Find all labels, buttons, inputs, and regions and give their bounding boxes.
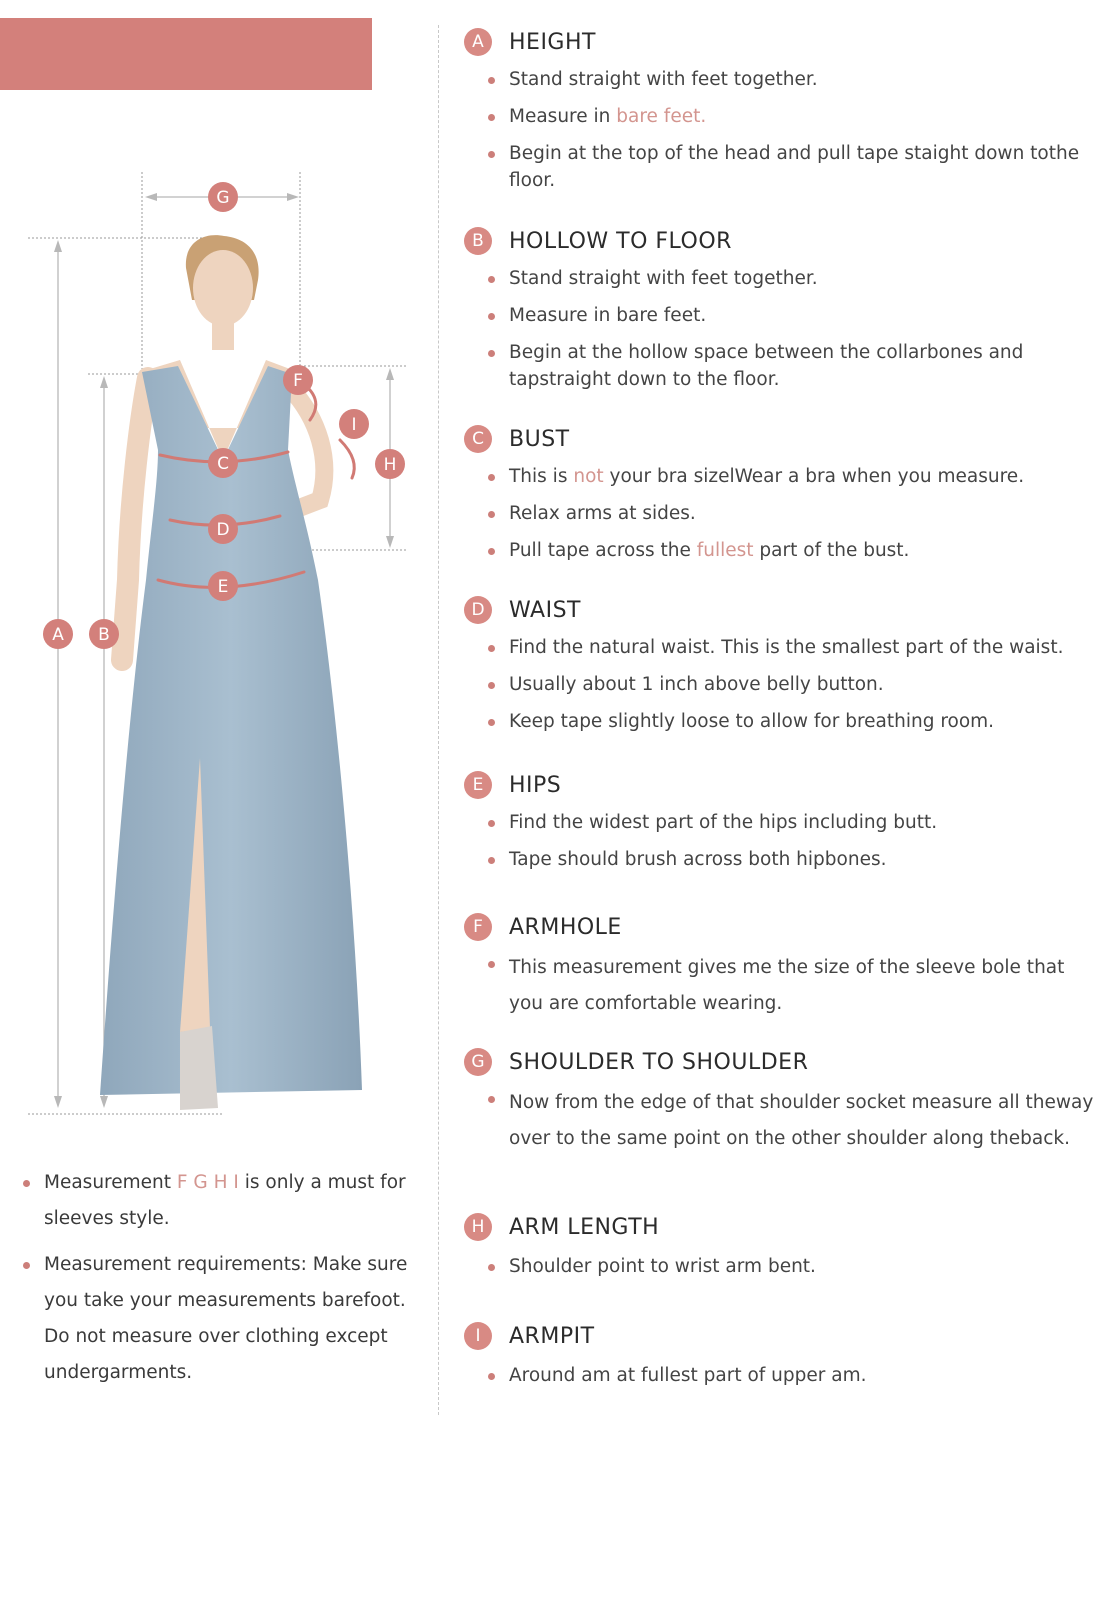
- height-item: Stand straight with feet together.: [464, 66, 1094, 93]
- measurement-figure: [0, 160, 420, 1130]
- waist-item: Usually about 1 inch above belly button.: [464, 671, 1094, 698]
- section-height-title: HEIGHT: [509, 29, 596, 55]
- marker-f-label: F: [293, 371, 303, 391]
- section-hollow-title: HOLLOW TO FLOOR: [509, 228, 732, 254]
- bust-item-pre: This is: [509, 466, 574, 487]
- height-item-bare-feet: [464, 103, 1094, 130]
- waist-item: Find the natural waist. This is the smallest part of the waist.: [464, 634, 1094, 661]
- bust-item-pre: Pull tape across the: [509, 540, 697, 561]
- bust-item-highlight: not: [573, 466, 604, 487]
- model-illustration: [100, 235, 362, 1110]
- bust-item-post: part of the bust.: [753, 540, 910, 561]
- column-divider: [438, 25, 439, 1415]
- section-shoulder-letter: G: [464, 1048, 492, 1076]
- section-armhole: [464, 912, 1094, 1022]
- section-arm-length-title: ARM LENGTH: [509, 1214, 660, 1240]
- marker-d: [208, 514, 238, 544]
- hips-item: Find the widest part of the hips including butt.: [464, 809, 1094, 836]
- marker-a: [43, 619, 73, 649]
- marker-c: [208, 448, 238, 478]
- marker-i-label: I: [351, 415, 357, 435]
- hollow-item: Measure in bare feet.: [464, 302, 1094, 329]
- section-waist-letter: D: [464, 596, 492, 624]
- section-waist: [464, 595, 1094, 735]
- marker-e-label: E: [217, 577, 229, 597]
- waist-item: Keep tape slightly loose to allow for breathing room.: [464, 708, 1094, 735]
- section-armpit-letter: I: [464, 1322, 492, 1350]
- section-armpit: [464, 1321, 1094, 1389]
- section-shoulder: [464, 1047, 1094, 1157]
- marker-b: [89, 619, 119, 649]
- marker-i: [339, 409, 369, 439]
- shoulder-item: Now from the edge of that shoulder socket measure all theway over to the same point on the other shoulder along theback.: [464, 1085, 1094, 1157]
- header-banner: [0, 18, 372, 90]
- section-height-letter: A: [464, 28, 492, 56]
- section-armhole-title: ARMHOLE: [509, 914, 622, 940]
- bust-item: Relax arms at sides.: [464, 500, 1094, 527]
- section-hollow-letter: B: [464, 227, 492, 255]
- marker-g-label: G: [216, 188, 230, 208]
- section-arm-length: [464, 1212, 1094, 1280]
- section-bust-letter: C: [464, 425, 492, 453]
- section-height: [464, 27, 1094, 194]
- marker-d-label: D: [216, 520, 230, 540]
- section-waist-title: WAIST: [509, 597, 581, 623]
- bust-item-fullest: [464, 537, 1094, 564]
- note-sleeves-post: is only a must for sleeves style.: [44, 1172, 406, 1229]
- height-item: Begin at the top of the head and pull tape staight down tothe floor.: [464, 140, 1094, 194]
- marker-e: [208, 571, 238, 601]
- bust-item-not: [464, 463, 1094, 490]
- note-sleeves-highlight: F G H I: [176, 1172, 239, 1193]
- section-armpit-title: ARMPIT: [509, 1323, 595, 1349]
- note-requirements: Measurement requirements: Make sure you take your measurements barefoot. Do not measure over clothing except undergarments.: [20, 1247, 425, 1391]
- note-sleeves: [20, 1165, 425, 1237]
- note-sleeves-pre: Measurement: [44, 1172, 177, 1193]
- marker-h-label: H: [383, 455, 397, 475]
- arm-length-item: Shoulder point to wrist arm bent.: [464, 1253, 1094, 1280]
- section-armhole-letter: F: [464, 913, 492, 941]
- armhole-item: This measurement gives me the size of the sleeve bole that you are comfortable wearing.: [464, 950, 1094, 1022]
- hollow-item: Stand straight with feet together.: [464, 265, 1094, 292]
- section-hips: [464, 770, 1094, 873]
- section-shoulder-title: SHOULDER TO SHOULDER: [509, 1049, 809, 1075]
- marker-h: [375, 449, 405, 479]
- marker-c-label: C: [217, 454, 229, 474]
- marker-f: [283, 365, 313, 395]
- section-hips-title: HIPS: [509, 772, 562, 798]
- section-bust-title: BUST: [509, 426, 570, 452]
- height-item-pre: Measure in: [509, 106, 617, 127]
- marker-g: [208, 182, 238, 212]
- armpit-item: Around am at fullest part of upper am.: [464, 1362, 1094, 1389]
- hips-item: Tape should brush across both hipbones.: [464, 846, 1094, 873]
- marker-a-label: A: [52, 625, 64, 645]
- notes-list: [20, 1165, 425, 1401]
- section-hollow-to-floor: [464, 226, 1094, 393]
- section-hips-letter: E: [464, 771, 492, 799]
- hollow-item: Begin at the hollow space between the collarbones and tapstraight down to the floor.: [464, 339, 1094, 393]
- section-arm-length-letter: H: [464, 1213, 492, 1241]
- bust-item-highlight: fullest: [696, 540, 754, 561]
- marker-b-label: B: [98, 625, 110, 645]
- section-bust: [464, 424, 1094, 564]
- height-item-highlight: bare feet.: [616, 106, 707, 127]
- bust-item-post: your bra sizelWear a bra when you measure.: [603, 466, 1025, 487]
